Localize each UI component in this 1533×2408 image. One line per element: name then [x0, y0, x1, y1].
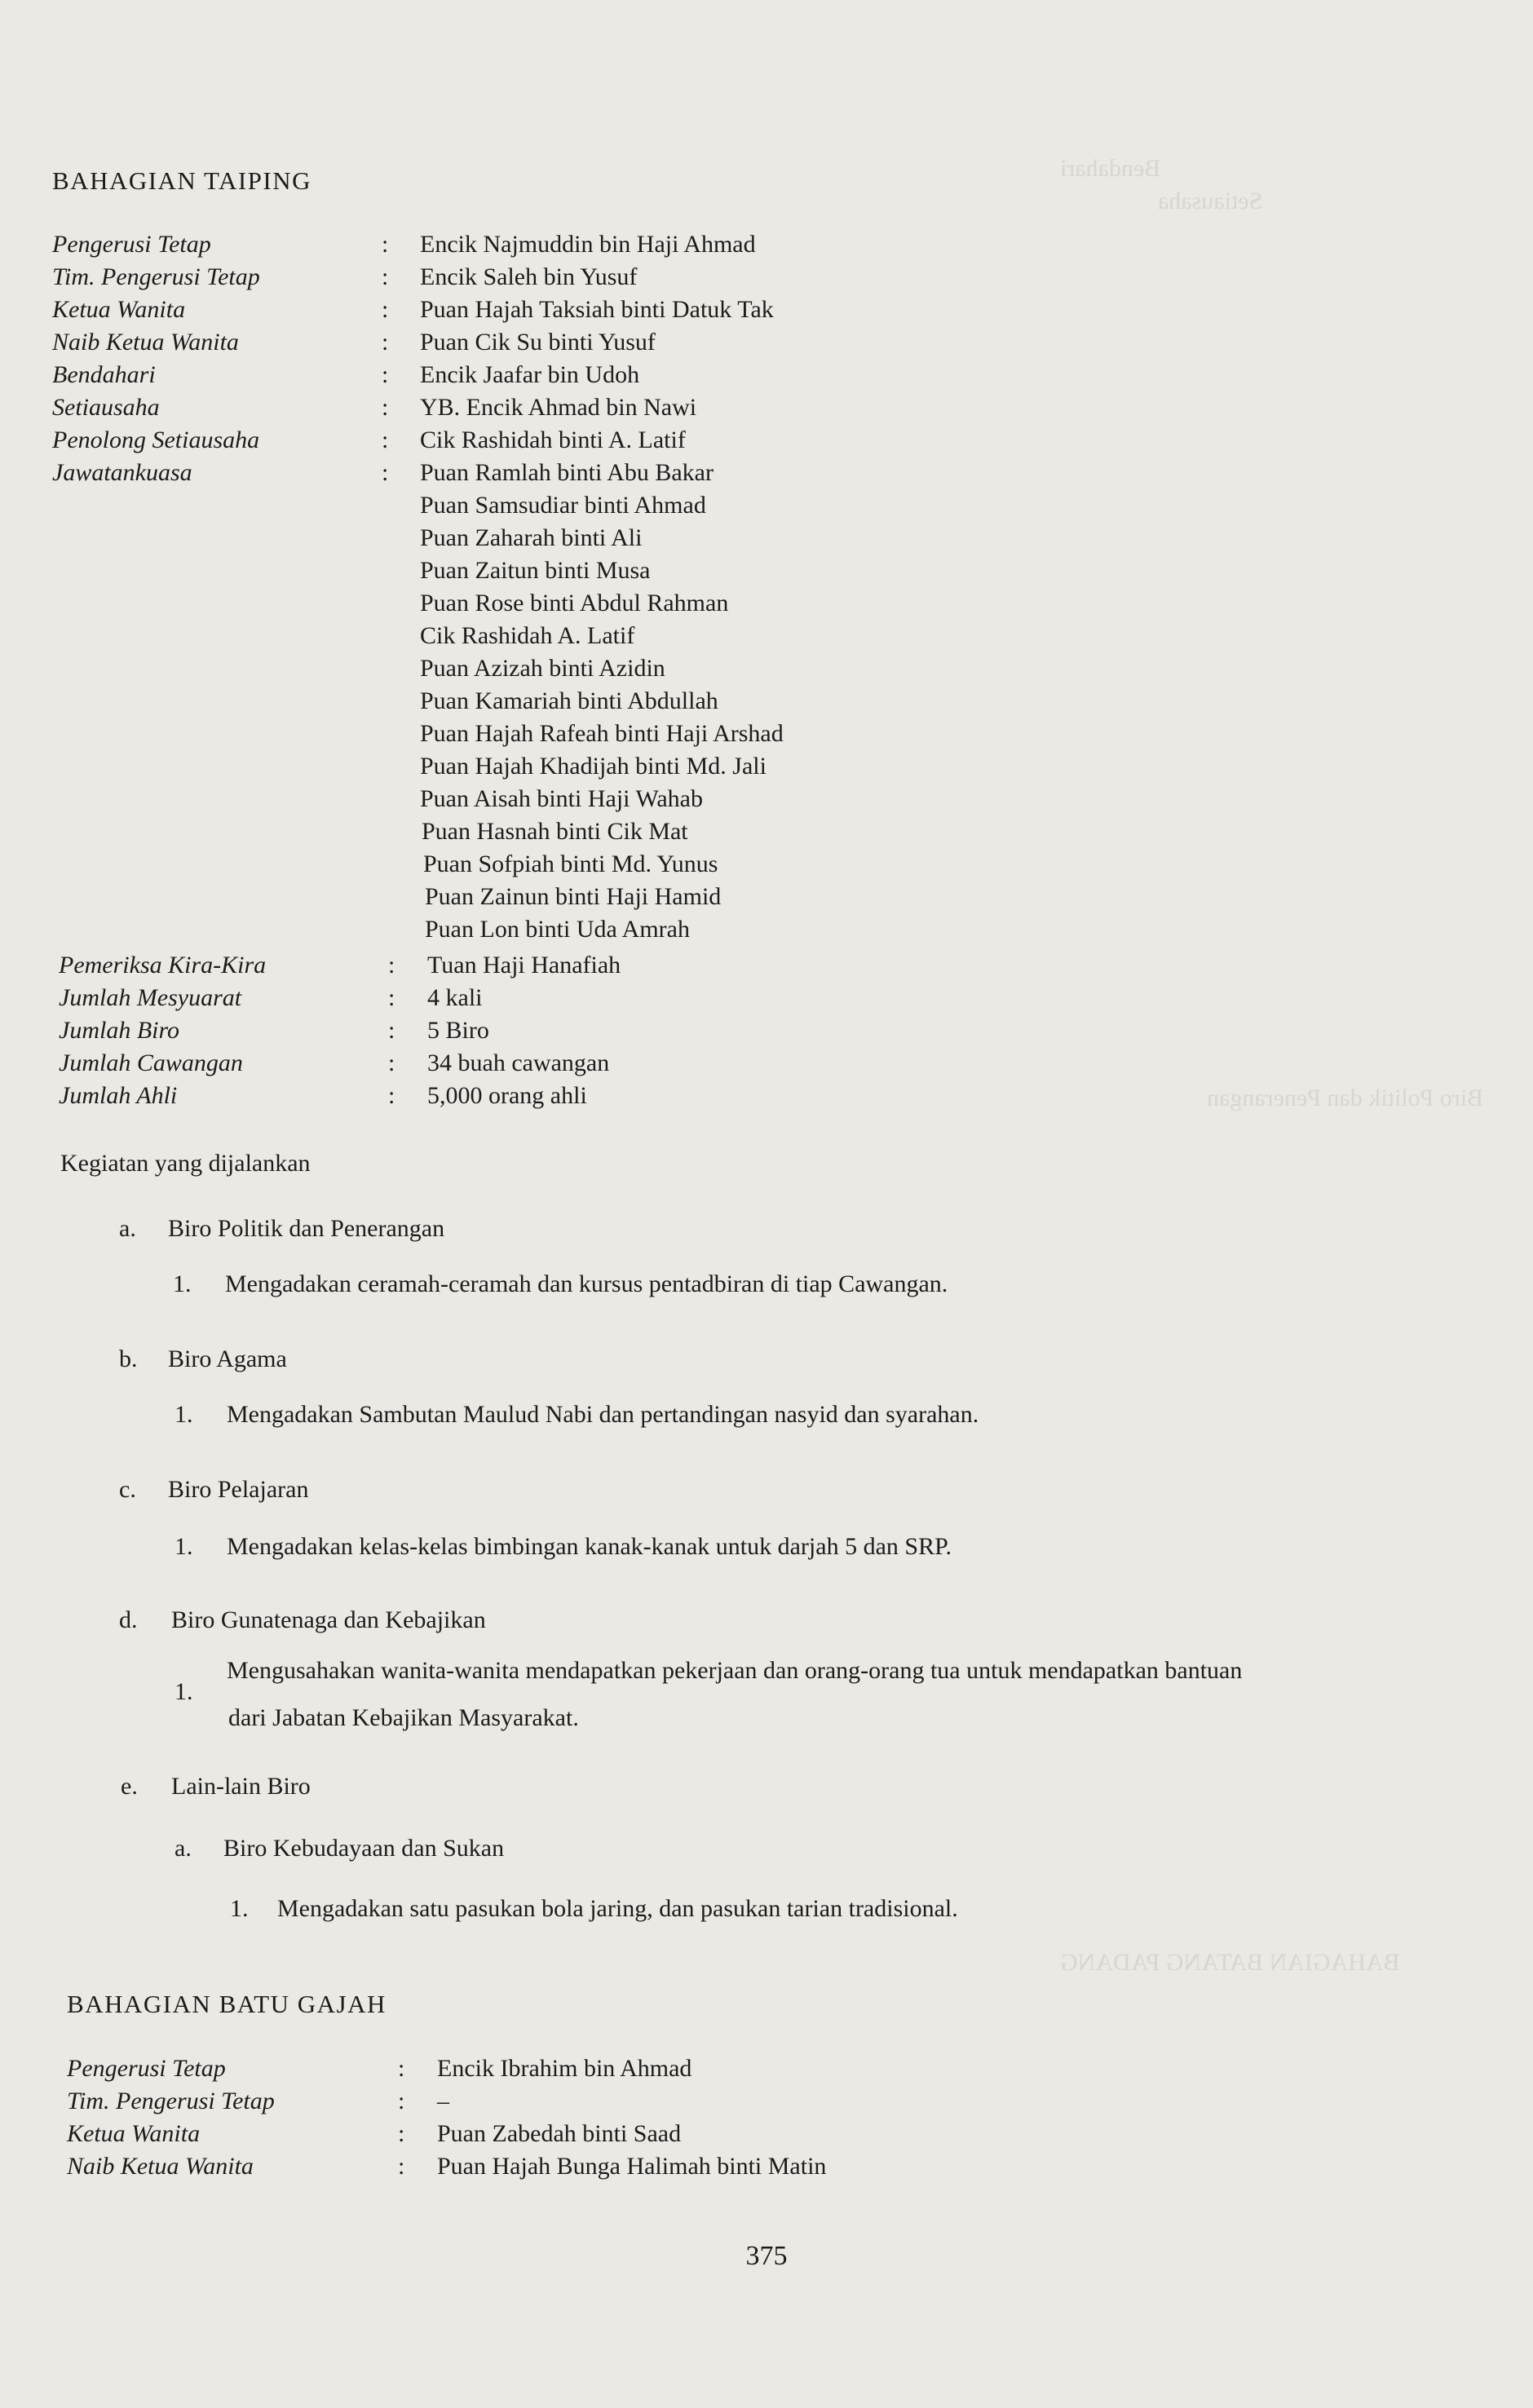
- officer-row: [52, 296, 949, 329]
- officer-row: [52, 459, 949, 492]
- sub-bureau-title: Biro Kebudayaan dan Sukan: [223, 1835, 505, 1862]
- officer-name: Encik Jaafar bin Udoh: [420, 361, 640, 388]
- officer-label: Tim. Pengerusi Tetap: [67, 2088, 275, 2114]
- officer-name: Puan Cik Su binti Yusuf: [420, 329, 656, 356]
- colon: :: [388, 1049, 395, 1076]
- page-number: 375: [745, 2241, 788, 2271]
- show-through-text: Bendahari: [1060, 155, 1161, 182]
- stat-label: Pemeriksa Kira-Kira: [59, 952, 267, 979]
- officer-row: [52, 394, 949, 426]
- show-through-text: BAHAGIAN BATANG PADANG: [1060, 1949, 1400, 1976]
- committee-member: Puan Kamariah binti Abdullah: [420, 687, 718, 714]
- bureau-activity: Mengadakan satu pasukan bola jaring, dan pasukan tarian tradisional.: [277, 1895, 958, 1922]
- committee-member: Puan Aisah binti Haji Wahab: [420, 785, 703, 812]
- bureau-letter: c.: [119, 1476, 136, 1503]
- committee-member: Puan Lon binti Uda Amrah: [425, 916, 690, 943]
- committee-member: Puan Zaharah binti Ali: [420, 524, 643, 551]
- officer-row: [52, 231, 949, 263]
- bureau-title: Biro Gunatenaga dan Kebajikan: [171, 1606, 486, 1633]
- stat-value: 4 kali: [427, 984, 483, 1011]
- bureau-activity: Mengadakan kelas-kelas bimbingan kanak-kanak untuk darjah 5 dan SRP.: [227, 1533, 952, 1560]
- bureau-activity: Mengadakan Sambutan Maulud Nabi dan pertandingan nasyid dan syarahan.: [227, 1401, 979, 1428]
- officer-name: –: [437, 2088, 449, 2114]
- committee-member: Puan Hajah Khadijah binti Md. Jali: [420, 753, 766, 780]
- sub-bureau-letter: a.: [175, 1835, 192, 1862]
- officer-label: Tim. Pengerusi Tetap: [52, 263, 260, 290]
- committee-member: Puan Samsudiar binti Ahmad: [420, 492, 706, 519]
- officer-name: YB. Encik Ahmad bin Nawi: [420, 394, 697, 421]
- officer-row: [67, 2088, 964, 2120]
- bureau-letter: d.: [119, 1606, 138, 1633]
- activities-title: Kegiatan yang dijalankan: [60, 1150, 311, 1177]
- stat-label: Jumlah Mesyuarat: [59, 984, 242, 1011]
- colon: :: [382, 459, 389, 486]
- colon: :: [388, 1082, 395, 1109]
- officer-label: Ketua Wanita: [52, 296, 186, 323]
- bureau-title: Biro Pelajaran: [168, 1476, 309, 1503]
- bureau-title: Biro Agama: [168, 1345, 287, 1372]
- colon: :: [398, 2088, 405, 2114]
- officer-row: [67, 2120, 964, 2153]
- colon: :: [388, 984, 395, 1011]
- item-number: 1.: [175, 1533, 193, 1560]
- section-heading-batu-gajah: BAHAGIAN BATU GAJAH: [67, 1990, 387, 2018]
- bureau-activity: Mengusahakan wanita-wanita mendapatkan pekerjaan dan orang-orang tua untuk mendapatkan bantuan: [227, 1657, 1243, 1684]
- officer-name: Encik Najmuddin bin Haji Ahmad: [420, 231, 756, 258]
- bureau-activity: Mengadakan ceramah-ceramah dan kursus pentadbiran di tiap Cawangan.: [225, 1270, 948, 1297]
- colon: :: [382, 263, 389, 290]
- officer-row: [52, 361, 949, 394]
- show-through-text: Biro Politik dan Penerangan: [1207, 1085, 1484, 1111]
- officer-name: Puan Ramlah binti Abu Bakar: [420, 459, 713, 486]
- committee-member: Puan Rose binti Abdul Rahman: [420, 590, 729, 616]
- officer-label: Bendahari: [52, 361, 156, 388]
- committee-member: Puan Zainun binti Haji Hamid: [425, 883, 722, 910]
- officer-row: [52, 426, 949, 459]
- officer-row: [52, 329, 949, 361]
- item-number: 1.: [230, 1895, 249, 1922]
- stat-row: [59, 1049, 956, 1082]
- officer-label: Penolong Setiausaha: [52, 426, 260, 453]
- officer-label: Jawatankuasa: [52, 459, 192, 486]
- stat-value: 5 Biro: [427, 1017, 489, 1044]
- colon: :: [398, 2120, 405, 2147]
- stat-row: [59, 1017, 956, 1049]
- officer-name: Encik Saleh bin Yusuf: [420, 263, 638, 290]
- officer-label: Naib Ketua Wanita: [52, 329, 239, 356]
- officer-label: Pengerusi Tetap: [52, 231, 211, 258]
- officer-name: Puan Hajah Taksiah binti Datuk Tak: [420, 296, 774, 323]
- committee-member: Puan Hajah Rafeah binti Haji Arshad: [420, 720, 784, 747]
- bureau-activity-cont: dari Jabatan Kebajikan Masyarakat.: [228, 1704, 579, 1731]
- stat-row: [59, 1082, 956, 1115]
- officer-name: Cik Rashidah binti A. Latif: [420, 426, 686, 453]
- bureau-letter: a.: [119, 1215, 136, 1242]
- stat-row: [59, 952, 956, 984]
- colon: :: [382, 426, 389, 453]
- item-number: 1.: [175, 1678, 193, 1705]
- officer-label: Pengerusi Tetap: [67, 2055, 226, 2082]
- stat-value: Tuan Haji Hanafiah: [427, 952, 621, 979]
- colon: :: [382, 394, 389, 421]
- stat-label: Jumlah Cawangan: [59, 1049, 243, 1076]
- colon: :: [398, 2055, 405, 2082]
- stat-value: 34 buah cawangan: [427, 1049, 610, 1076]
- committee-member: Puan Zaitun binti Musa: [420, 557, 651, 584]
- committee-member: Puan Azizah binti Azidin: [420, 655, 665, 682]
- show-through-text: Setiausaha: [1158, 188, 1263, 214]
- officer-name: Puan Zabedah binti Saad: [437, 2120, 682, 2147]
- officer-label: Naib Ketua Wanita: [67, 2153, 254, 2180]
- officer-row: [52, 263, 949, 296]
- committee-member: Puan Sofpiah binti Md. Yunus: [423, 851, 718, 877]
- officer-name: Encik Ibrahim bin Ahmad: [437, 2055, 692, 2082]
- colon: :: [382, 231, 389, 258]
- colon: :: [382, 296, 389, 323]
- colon: :: [382, 361, 389, 388]
- committee-member: Cik Rashidah A. Latif: [420, 622, 635, 649]
- officer-row: [67, 2153, 964, 2185]
- section-heading-taiping: BAHAGIAN TAIPING: [52, 166, 312, 195]
- colon: :: [388, 952, 395, 979]
- item-number: 1.: [173, 1270, 192, 1297]
- colon: :: [388, 1017, 395, 1044]
- committee-member: Puan Hasnah binti Cik Mat: [422, 818, 688, 845]
- bureau-letter: b.: [119, 1345, 138, 1372]
- officer-label: Ketua Wanita: [67, 2120, 201, 2147]
- colon: :: [398, 2153, 405, 2180]
- officer-label: Setiausaha: [52, 394, 160, 421]
- officer-row: [67, 2055, 964, 2088]
- colon: :: [382, 329, 389, 356]
- stat-label: Jumlah Ahli: [59, 1082, 178, 1109]
- bureau-letter: e.: [121, 1773, 138, 1800]
- stat-value: 5,000 orang ahli: [427, 1082, 587, 1109]
- stat-label: Jumlah Biro: [59, 1017, 180, 1044]
- stat-row: [59, 984, 956, 1017]
- officer-name: Puan Hajah Bunga Halimah binti Matin: [437, 2153, 827, 2180]
- bureau-title: Biro Politik dan Penerangan: [168, 1215, 445, 1242]
- bureau-title: Lain-lain Biro: [171, 1773, 311, 1800]
- item-number: 1.: [175, 1401, 193, 1428]
